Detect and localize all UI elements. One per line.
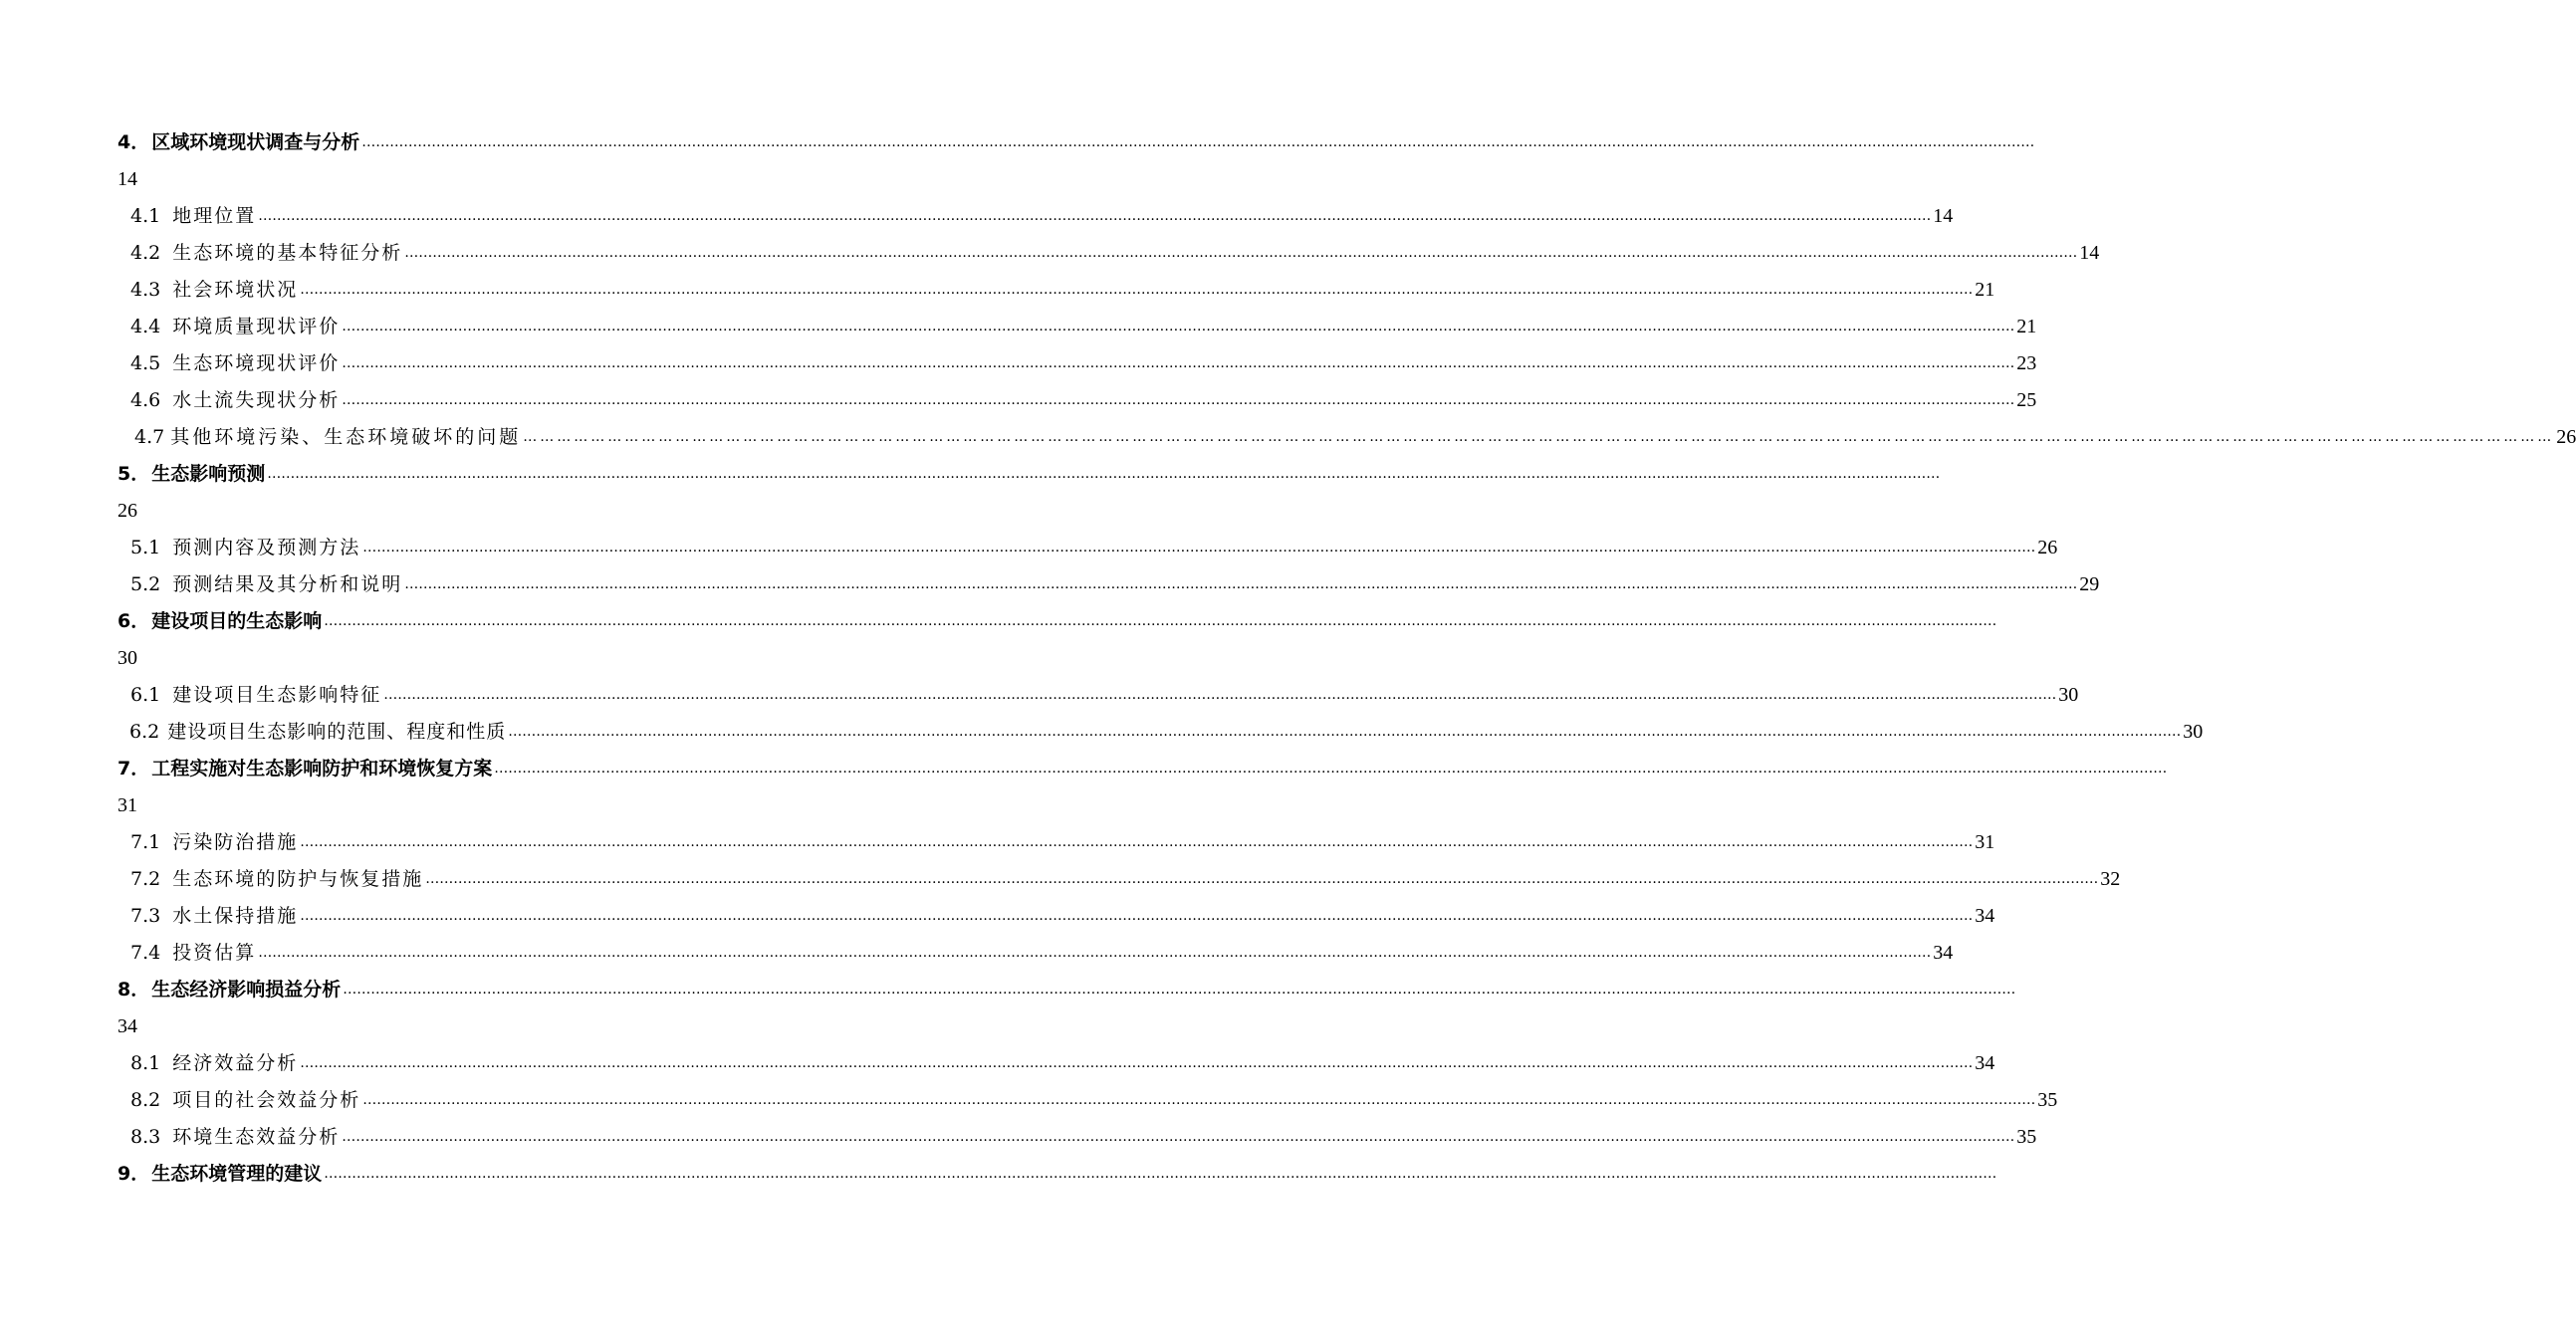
dot-leader: ……………………………………………………………………………………………………………………………………………………………………………………………………………………………………………………………………………………………………………………………… — [425, 871, 2099, 887]
entry-title: 环境质量现状评价 — [172, 316, 341, 337]
entry-number: 4.4 — [130, 316, 161, 337]
entry-title: 社会环境状况 — [172, 279, 299, 301]
entry-page-number: 29 — [2079, 573, 2100, 595]
toc-entry-8-2[interactable] — [117, 1082, 2058, 1119]
entry-number: 4.6 — [130, 389, 161, 411]
entry-number: 4.3 — [130, 279, 161, 301]
entry-page-number: 34 — [1975, 1052, 1995, 1074]
dot-leader: ……………………………………………………………………………………………………………………………………………………………………………………………………………………………………………………………………………………………………………………………… — [361, 134, 2035, 150]
toc-chapter-6[interactable] — [117, 603, 1997, 640]
toc-entry-7-1[interactable] — [117, 824, 1995, 861]
entry-page-number: 26 — [2556, 426, 2576, 448]
entry-number: 5.2 — [130, 573, 161, 595]
entry-page-number: 21 — [1975, 279, 1995, 301]
entry-title: 环境生态效益分析 — [172, 1126, 341, 1148]
chapter-title: 建设项目的生态影响 — [151, 610, 323, 632]
entry-page-number: 32 — [2100, 868, 2121, 890]
entry-number: 4.7 — [134, 426, 165, 448]
dot-leader: ……………………………………………………………………………………………………………………………………………………………………………………………………………………………………………………………………………………………………………………………… — [362, 1092, 2036, 1108]
entry-number: 4.1 — [130, 205, 161, 227]
entry-number: 7.1 — [130, 831, 161, 853]
entry-page-number: 34 — [1933, 942, 1954, 964]
chapter-page-number: 34 — [117, 1015, 137, 1037]
dot-leader: ……………………………………………………………………………………………………………………………………………………………………………………………………………………………………………………………………………………………………………………………… — [300, 282, 1974, 298]
entry-page-number: 35 — [2037, 1089, 2058, 1111]
entry-title: 经济效益分析 — [172, 1052, 299, 1074]
chapter-number: 7． — [117, 758, 150, 780]
entry-title: 地理位置 — [172, 205, 257, 227]
chapter-number: 9． — [117, 1163, 150, 1185]
toc-entry-4-7[interactable] — [117, 419, 2576, 456]
dot-leader: ……………………………………………………………………………………………………………………………………………………………………………………………………………………………………………………………………………………………………………………………… — [258, 208, 1932, 224]
chapter-page-number: 26 — [117, 500, 137, 522]
chapter-page-number: 30 — [117, 647, 137, 669]
dot-leader: ……………………………………………………………………………………………………………………………………………………………………………………………………………………………………………………………………………………………………………………………… — [342, 1129, 2015, 1145]
toc-entry-4-2[interactable] — [117, 235, 2100, 272]
entry-number: 4.2 — [130, 242, 161, 264]
chapter-number: 5． — [117, 463, 150, 485]
toc-entry-4-1[interactable] — [117, 198, 1954, 235]
entry-number: 8.2 — [130, 1089, 161, 1111]
chapter-title: 生态经济影响损益分析 — [151, 979, 342, 1001]
entry-page-number: 23 — [2016, 352, 2037, 374]
toc-chapter-8[interactable] — [117, 972, 2016, 1008]
toc-chapter-5[interactable] — [117, 456, 1941, 493]
toc-entry-4-3[interactable] — [117, 272, 1995, 309]
dot-leader: ……………………………………………………………………………………………………………………………………………………………………………………………………………………………………………………………………………………………………………………………… — [362, 540, 2036, 556]
dot-leader: ……………………………………………………………………………………………………………………………………………………………………………………………………………………………………………………………………………………………………………………………… — [523, 429, 2555, 445]
dot-leader: ……………………………………………………………………………………………………………………………………………………………………………………………………………………………………………………………………………………………………………………………… — [508, 724, 2182, 740]
toc-chapter-9[interactable] — [117, 1156, 1997, 1193]
entry-title: 预测结果及其分析和说明 — [172, 573, 403, 595]
entry-number: 5.1 — [130, 537, 161, 558]
entry-page-number: 14 — [2079, 242, 2100, 264]
toc-entry-4-5[interactable] — [117, 345, 2037, 382]
entry-number: 8.3 — [130, 1126, 161, 1148]
chapter-title: 生态影响预测 — [151, 463, 266, 485]
dot-leader: ……………………………………………………………………………………………………………………………………………………………………………………………………………………………………………………………………………………………………………………………… — [383, 687, 2057, 703]
entry-title: 水土流失现状分析 — [172, 389, 341, 411]
entry-title: 投资估算 — [172, 942, 257, 964]
entry-page-number: 21 — [2016, 316, 2037, 337]
entry-title: 生态环境的基本特征分析 — [172, 242, 403, 264]
toc-chapter-7[interactable] — [117, 751, 2168, 787]
entry-page-number: 25 — [2016, 389, 2037, 411]
entry-title: 建设项目生态影响的范围、程度和性质 — [167, 721, 507, 743]
entry-number: 8.1 — [130, 1052, 161, 1074]
dot-leader: ……………………………………………………………………………………………………………………………………………………………………………………………………………………………………………………………………………………………………………………………… — [343, 982, 2016, 998]
toc-entry-7-2[interactable] — [117, 861, 2121, 898]
entry-number: 7.3 — [130, 905, 161, 927]
dot-leader: ……………………………………………………………………………………………………………………………………………………………………………………………………………………………………………………………………………………………………………………………… — [300, 1055, 1974, 1071]
toc-entry-7-3[interactable] — [117, 898, 1995, 935]
entry-number: 6.2 — [129, 721, 160, 743]
dot-leader: ……………………………………………………………………………………………………………………………………………………………………………………………………………………………………………………………………………………………………………………………… — [300, 908, 1974, 924]
toc-entry-8-3[interactable] — [117, 1119, 2037, 1156]
entry-title: 项目的社会效益分析 — [172, 1089, 361, 1111]
dot-leader: ……………………………………………………………………………………………………………………………………………………………………………………………………………………………………………………………………………………………………………………………… — [324, 613, 1997, 629]
entry-title: 其他环境污染、生态环境破坏的问题 — [170, 426, 522, 448]
entry-page-number: 35 — [2016, 1126, 2037, 1148]
dot-leader: ……………………………………………………………………………………………………………………………………………………………………………………………………………………………………………………………………………………………………………………………… — [267, 466, 1941, 482]
entry-title: 生态环境现状评价 — [172, 352, 341, 374]
entry-title: 建设项目生态影响特征 — [172, 684, 382, 706]
entry-title: 预测内容及预测方法 — [172, 537, 361, 558]
toc-chapter-4[interactable] — [117, 124, 2035, 161]
dot-leader: ……………………………………………………………………………………………………………………………………………………………………………………………………………………………………………………………………………………………………………………………… — [404, 245, 2078, 261]
toc-entry-5-1[interactable] — [117, 530, 2058, 566]
table-of-contents — [117, 124, 2576, 1193]
toc-entry-4-4[interactable] — [117, 309, 2037, 345]
chapter-number: 8． — [117, 979, 150, 1001]
chapter-title: 工程实施对生态影响防护和环境恢复方案 — [151, 758, 493, 780]
toc-entry-6-2[interactable] — [117, 714, 2204, 751]
entry-number: 7.2 — [130, 868, 161, 890]
chapter-page-number: 14 — [117, 168, 137, 190]
dot-leader: ……………………………………………………………………………………………………………………………………………………………………………………………………………………………………………………………………………………………………………………………… — [342, 392, 2015, 408]
entry-page-number: 30 — [2183, 721, 2204, 743]
chapter-number: 6． — [117, 610, 150, 632]
dot-leader: ……………………………………………………………………………………………………………………………………………………………………………………………………………………………………………………………………………………………………………………………… — [300, 834, 1974, 850]
dot-leader: ……………………………………………………………………………………………………………………………………………………………………………………………………………………………………………………………………………………………………………………………… — [258, 945, 1932, 961]
dot-leader: ……………………………………………………………………………………………………………………………………………………………………………………………………………………………………………………………………………………………………………………………… — [494, 761, 2168, 777]
toc-entry-5-2[interactable] — [117, 566, 2100, 603]
toc-entry-7-4[interactable] — [117, 935, 1954, 972]
dot-leader: ……………………………………………………………………………………………………………………………………………………………………………………………………………………………………………………………………………………………………………………………… — [342, 355, 2015, 371]
dot-leader: ……………………………………………………………………………………………………………………………………………………………………………………………………………………………………………………………………………………………………………………………… — [404, 576, 2078, 592]
entry-title: 水土保持措施 — [172, 905, 299, 927]
entry-page-number: 26 — [2037, 537, 2058, 558]
chapter-number: 4． — [117, 131, 150, 153]
dot-leader: ……………………………………………………………………………………………………………………………………………………………………………………………………………………………………………………………………………………………………………………………… — [342, 319, 2015, 334]
entry-title: 污染防治措施 — [172, 831, 299, 853]
toc-entry-4-6[interactable] — [117, 382, 2037, 419]
entry-page-number: 14 — [1933, 205, 1954, 227]
entry-title: 生态环境的防护与恢复措施 — [172, 868, 424, 890]
toc-entry-6-1[interactable] — [117, 677, 2079, 714]
entry-number: 4.5 — [130, 352, 161, 374]
chapter-title: 区域环境现状调查与分析 — [151, 131, 360, 153]
toc-entry-8-1[interactable] — [117, 1045, 1995, 1082]
entry-number: 7.4 — [130, 942, 161, 964]
entry-page-number: 30 — [2058, 684, 2079, 706]
chapter-title: 生态环境管理的建议 — [151, 1163, 323, 1185]
entry-page-number: 34 — [1975, 905, 1995, 927]
chapter-page-number: 31 — [117, 794, 137, 816]
entry-page-number: 31 — [1975, 831, 1995, 853]
dot-leader: ……………………………………………………………………………………………………………………………………………………………………………………………………………………………………………………………………………………………………………………………… — [324, 1166, 1997, 1182]
entry-number: 6.1 — [130, 684, 161, 706]
